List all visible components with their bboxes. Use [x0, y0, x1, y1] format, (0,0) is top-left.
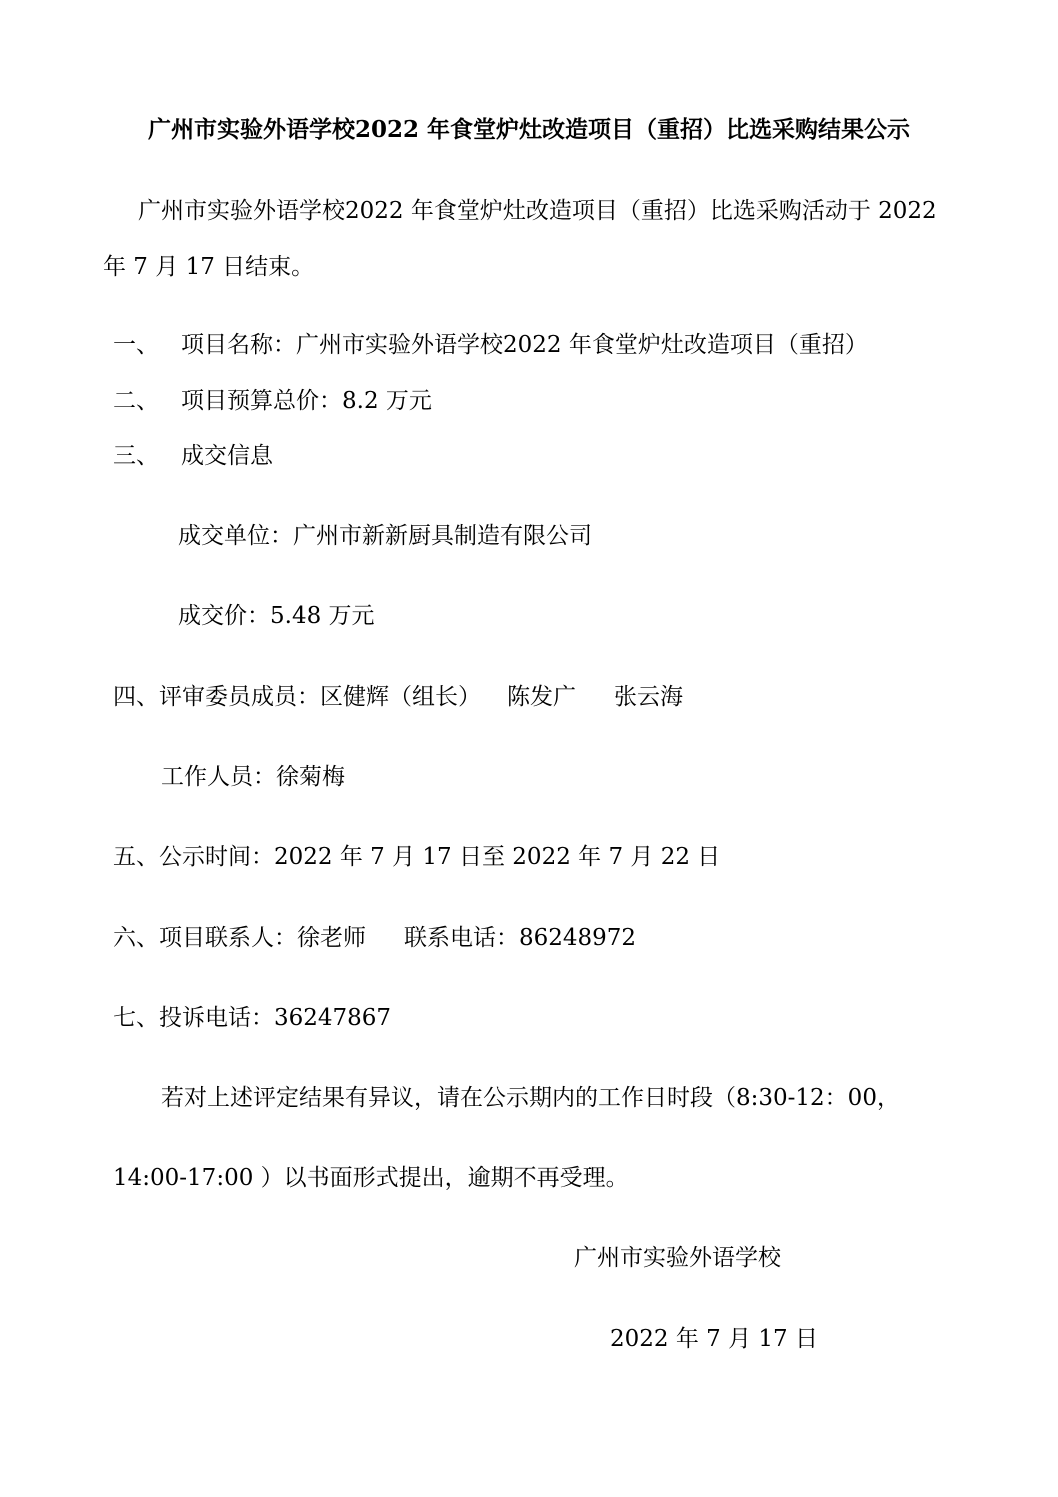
complaint-phone: 七、投诉电话：36247867	[113, 1005, 392, 1031]
intro-line-2: 年 7 月 17 日结束。	[103, 254, 315, 280]
project-contact	[113, 923, 636, 953]
item-text: 项目名称：广州市实验外语学校2022 年食堂炉灶改造项目（重招）	[181, 332, 868, 358]
committee-leader: 四、评审委员成员：区健辉（组长）	[113, 684, 481, 710]
objection-line-1: 若对上述评定结果有异议，请在公示期内的工作日时段（8:30-12：00，	[161, 1085, 900, 1111]
publicity-period: 五、公示时间：2022 年 7 月 17 日至 2022 年 7 月 22 日	[113, 844, 721, 870]
item-number: 三、	[113, 443, 159, 469]
objection-line-2: 14:00-17:00 ）以书面形式提出，逾期不再受理。	[113, 1165, 629, 1191]
signature-org: 广州市实验外语学校	[574, 1245, 781, 1271]
document-title: 广州市实验外语学校2022 年食堂炉灶改造项目（重招）比选采购结果公示	[147, 116, 911, 143]
item-budget	[113, 386, 432, 416]
intro-line-1: 广州市实验外语学校2022 年食堂炉灶改造项目（重招）比选采购活动于 2022	[138, 198, 937, 224]
item-text: 成交信息	[181, 443, 273, 469]
deal-price: 成交价：5.48 万元	[178, 603, 375, 629]
staff-member: 工作人员：徐菊梅	[161, 764, 345, 790]
committee-member: 陈发广	[507, 684, 576, 710]
item-number: 二、	[113, 388, 159, 414]
item-project-name	[113, 330, 868, 360]
contact-phone: 联系电话：86248972	[404, 925, 637, 951]
contact-person: 六、项目联系人：徐老师	[113, 925, 366, 951]
signature-date: 2022 年 7 月 17 日	[610, 1326, 818, 1352]
item-number: 一、	[113, 332, 159, 358]
review-committee	[113, 682, 683, 712]
deal-unit: 成交单位：广州市新新厨具制造有限公司	[178, 523, 592, 549]
item-text: 项目预算总价：8.2 万元	[181, 388, 432, 414]
item-deal-info	[113, 441, 273, 471]
committee-member: 张云海	[614, 684, 683, 710]
